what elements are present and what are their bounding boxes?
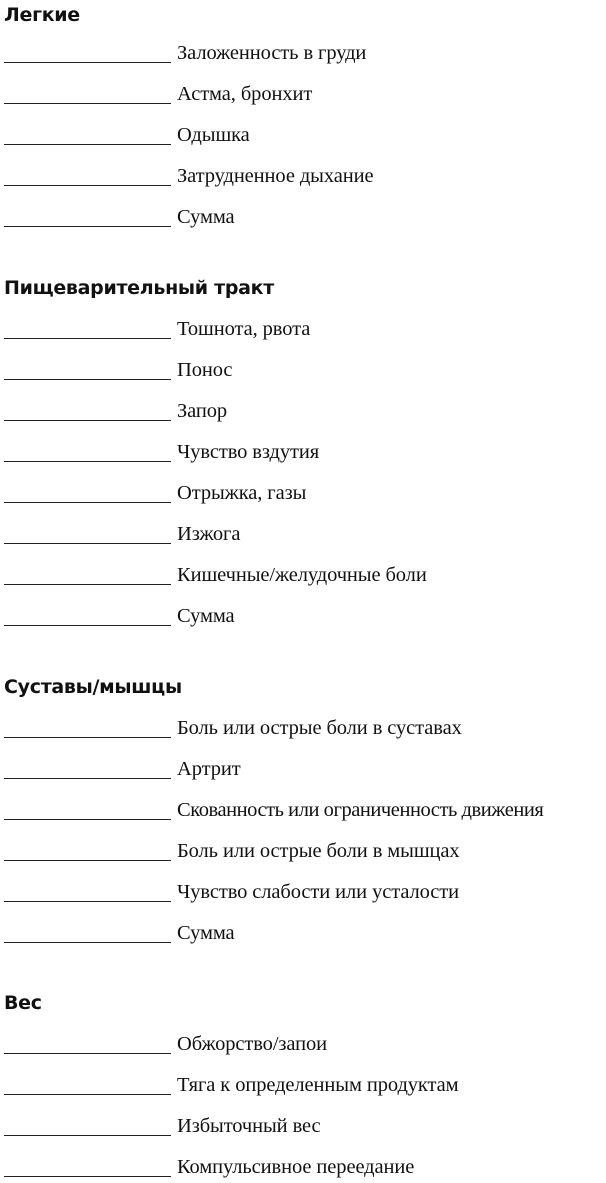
score-blank-line[interactable] xyxy=(4,860,171,861)
list-item xyxy=(0,1114,606,1142)
score-blank-line[interactable] xyxy=(4,584,171,585)
sum-label: Сумма xyxy=(177,206,235,228)
list-item xyxy=(0,1073,606,1101)
sum-label: Сумма xyxy=(177,605,235,627)
list-item xyxy=(0,440,606,468)
sum-blank-line[interactable] xyxy=(4,942,171,943)
score-blank-line[interactable] xyxy=(4,901,171,902)
symptom-label: Затрудненное дыхание xyxy=(177,165,374,187)
symptom-label: Изжога xyxy=(177,523,241,545)
score-blank-line[interactable] xyxy=(4,185,171,186)
list-item xyxy=(0,880,606,908)
list-item xyxy=(0,205,606,233)
symptom-label: Тяга к определенным продуктам xyxy=(177,1074,459,1096)
sum-blank-line[interactable] xyxy=(4,226,171,227)
score-blank-line[interactable] xyxy=(4,1094,171,1095)
list-item xyxy=(0,839,606,867)
score-blank-line[interactable] xyxy=(4,502,171,503)
symptom-label: Избыточный вес xyxy=(177,1115,321,1137)
score-blank-line[interactable] xyxy=(4,62,171,63)
section-heading-lungs: Легкие xyxy=(4,4,80,26)
section-heading-digestive-tract: Пищеварительный тракт xyxy=(4,277,274,299)
section-heading-joints-muscles: Суставы/мышцы xyxy=(4,676,182,698)
list-item xyxy=(0,716,606,744)
list-item xyxy=(0,82,606,110)
symptom-label: Боль или острые боли в мышцах xyxy=(177,840,460,862)
list-item xyxy=(0,164,606,192)
score-blank-line[interactable] xyxy=(4,543,171,544)
symptom-label: Чувство слабости или усталости xyxy=(177,881,460,903)
score-blank-line[interactable] xyxy=(4,1053,171,1054)
symptom-label: Отрыжка, газы xyxy=(177,482,307,504)
symptom-label: Боль или острые боли в суставах xyxy=(177,717,462,739)
list-item xyxy=(0,317,606,345)
list-item xyxy=(0,481,606,509)
list-item xyxy=(0,563,606,591)
score-blank-line[interactable] xyxy=(4,1135,171,1136)
score-blank-line[interactable] xyxy=(4,1176,171,1177)
sum-blank-line[interactable] xyxy=(4,625,171,626)
symptom-label: Артрит xyxy=(177,758,241,780)
sum-label: Сумма xyxy=(177,922,235,944)
list-item xyxy=(0,399,606,427)
symptom-label: Заложенность в груди xyxy=(177,42,367,64)
score-blank-line[interactable] xyxy=(4,461,171,462)
list-item xyxy=(0,41,606,69)
list-item xyxy=(0,1032,606,1060)
symptom-label: Понос xyxy=(177,359,233,381)
symptom-label: Кишечные/желудочные боли xyxy=(177,564,427,586)
list-item xyxy=(0,123,606,151)
list-item xyxy=(0,921,606,949)
list-item xyxy=(0,757,606,785)
symptom-label: Компульсивное переедание xyxy=(177,1156,415,1178)
symptom-label: Чувство вздутия xyxy=(177,441,320,463)
score-blank-line[interactable] xyxy=(4,420,171,421)
score-blank-line[interactable] xyxy=(4,144,171,145)
score-blank-line[interactable] xyxy=(4,379,171,380)
score-blank-line[interactable] xyxy=(4,338,171,339)
list-item xyxy=(0,604,606,632)
score-blank-line[interactable] xyxy=(4,103,171,104)
list-item xyxy=(0,798,606,826)
symptom-label: Скованность или ограниченность движения xyxy=(177,799,544,821)
list-item xyxy=(0,358,606,386)
symptom-label: Тошнота, рвота xyxy=(177,318,311,340)
section-heading-weight: Вес xyxy=(4,992,42,1014)
score-blank-line[interactable] xyxy=(4,819,171,820)
symptom-label: Обжорство/запои xyxy=(177,1033,328,1055)
symptom-label: Запор xyxy=(177,400,228,422)
symptom-label: Одышка xyxy=(177,124,250,146)
symptom-label: Астма, бронхит xyxy=(177,83,313,105)
list-item xyxy=(0,522,606,550)
score-blank-line[interactable] xyxy=(4,737,171,738)
score-blank-line[interactable] xyxy=(4,778,171,779)
list-item xyxy=(0,1155,606,1183)
